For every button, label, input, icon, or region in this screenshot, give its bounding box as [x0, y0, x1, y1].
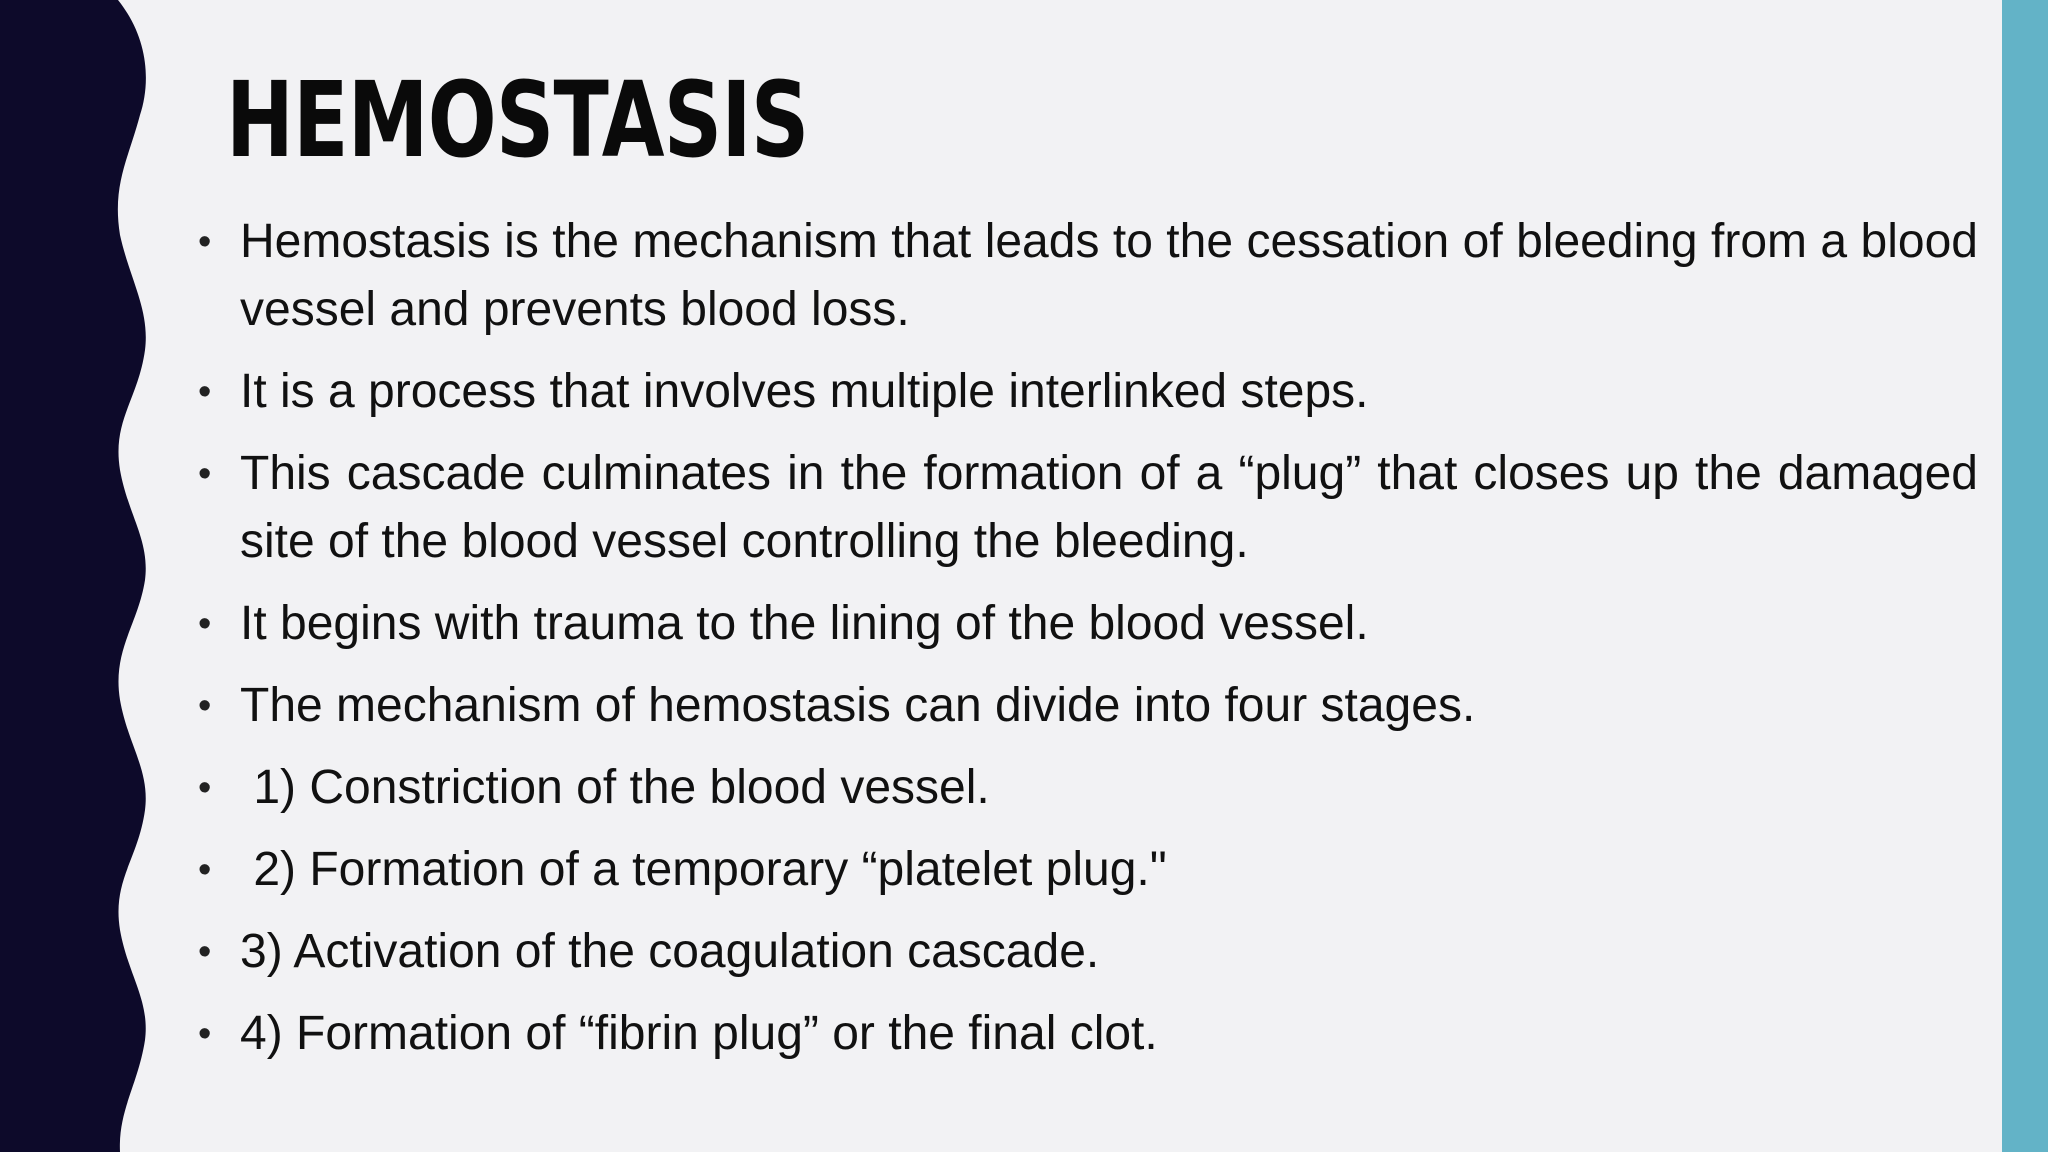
bullet-item	[198, 440, 1978, 576]
bullet-item	[198, 208, 1978, 344]
bullet-icon: •	[198, 767, 212, 809]
bullet-icon: •	[198, 685, 212, 727]
bullet-item	[198, 918, 1978, 986]
bullet-item	[198, 754, 1978, 822]
bullet-list	[198, 208, 1978, 1082]
bullet-text: It is a process that involves multiple interlinked steps.	[240, 365, 1369, 418]
bullet-text: 1) Constriction of the blood vessel.	[240, 761, 990, 814]
bullet-icon: •	[198, 1013, 212, 1055]
bullet-text: This cascade culminates in the formation of a “plug” that closes up the damaged site of the blood vessel controlling the bleeding.	[240, 447, 1978, 568]
bullet-item	[198, 836, 1978, 904]
bullet-icon: •	[198, 931, 212, 973]
bullet-icon: •	[198, 603, 212, 645]
bullet-item	[198, 358, 1978, 426]
accent-bar	[2002, 0, 2048, 1152]
bullet-icon: •	[198, 371, 212, 413]
bullet-item	[198, 1000, 1978, 1068]
slide-title: HEMOSTASIS	[226, 59, 809, 181]
bullet-icon: •	[198, 453, 212, 495]
bullet-icon: •	[198, 221, 212, 263]
bullet-icon: •	[198, 849, 212, 891]
bullet-item	[198, 590, 1978, 658]
bullet-text: 4) Formation of “fibrin plug” or the final clot.	[240, 1007, 1158, 1060]
bullet-text: It begins with trauma to the lining of the blood vessel.	[240, 597, 1369, 650]
bullet-text: Hemostasis is the mechanism that leads to the cessation of bleeding from a blood vessel and prevents blood loss.	[240, 215, 1978, 336]
wave-decoration	[0, 0, 160, 1152]
bullet-text: The mechanism of hemostasis can divide into four stages.	[240, 679, 1476, 732]
bullet-text: 3) Activation of the coagulation cascade.	[240, 925, 1100, 978]
bullet-item	[198, 672, 1978, 740]
bullet-text: 2) Formation of a temporary “platelet plug."	[240, 843, 1167, 896]
